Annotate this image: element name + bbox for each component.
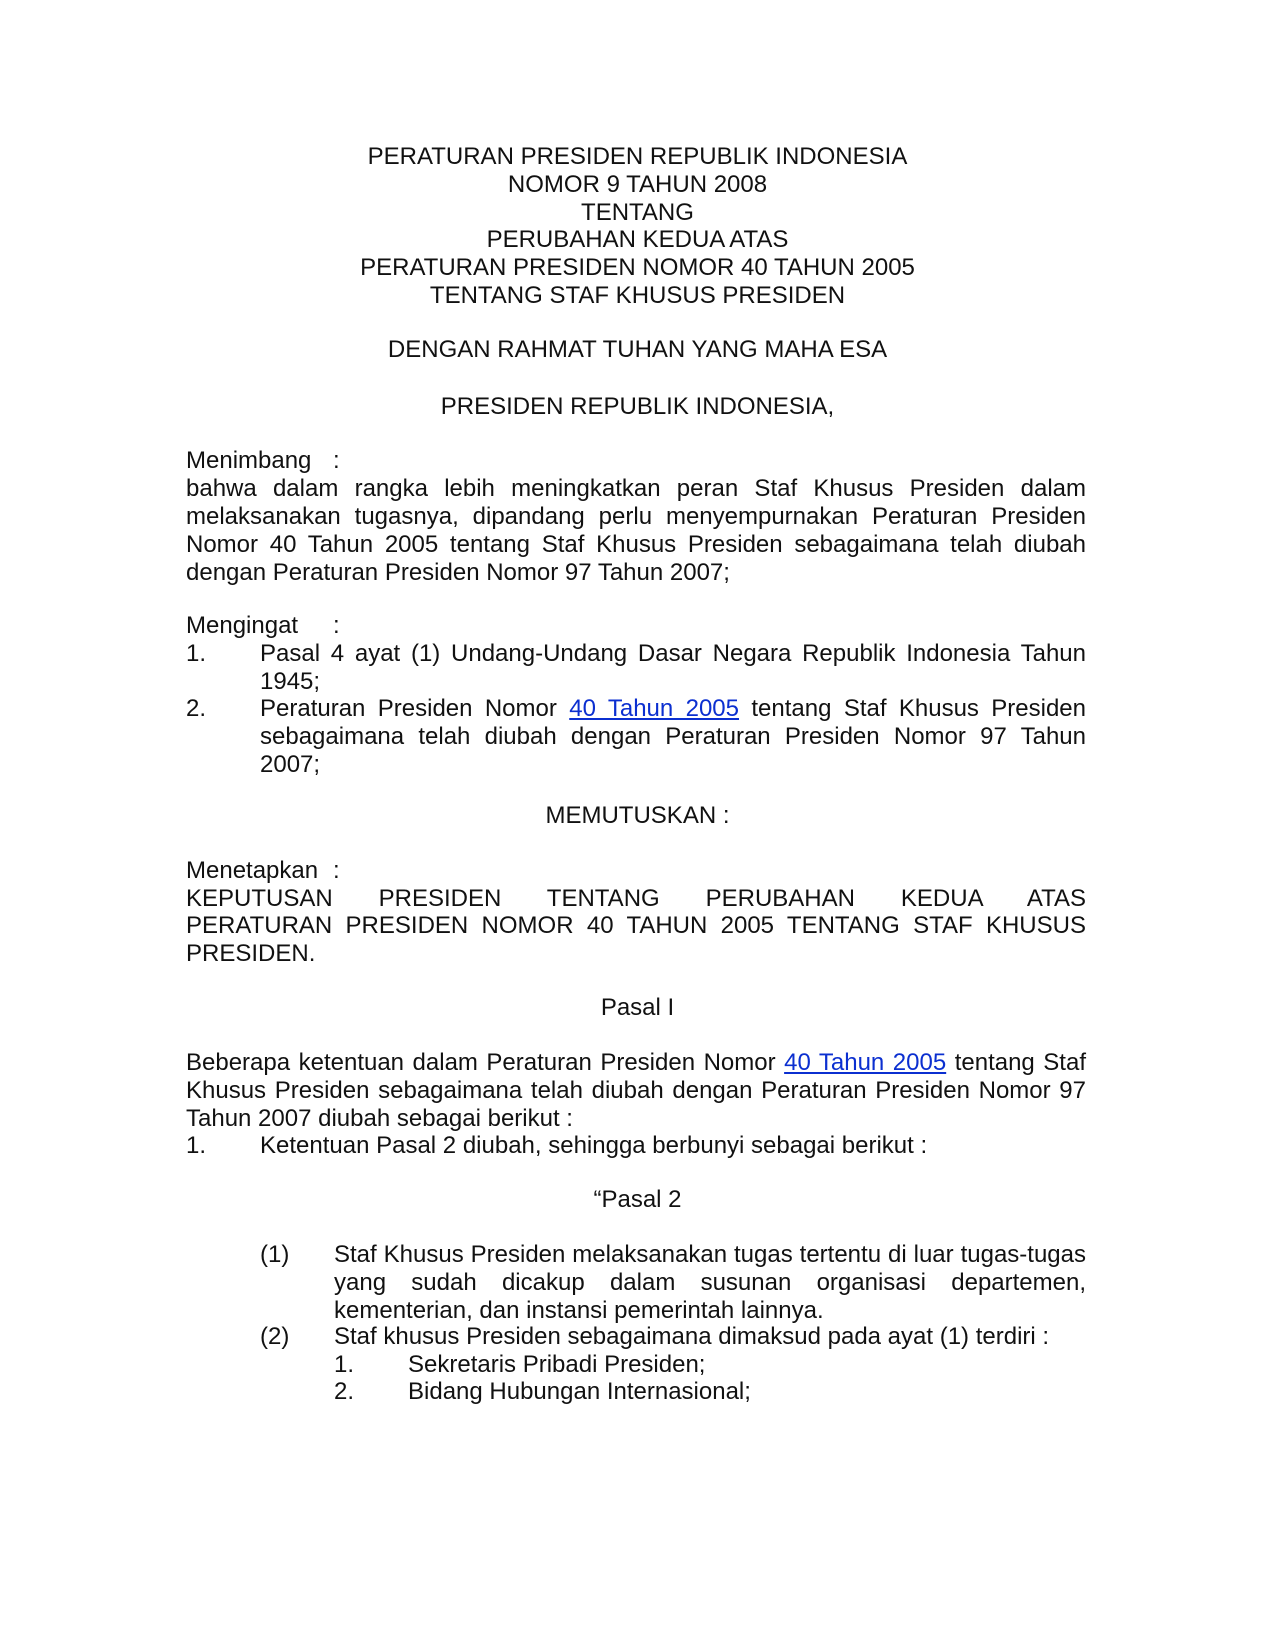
title-line-3: TENTANG xyxy=(581,199,694,226)
mengingat-item-2-text xyxy=(260,695,1086,779)
pasal-1-intro-after: tentang Staf Khusus Presiden sebagaimana telah diubah dengan Peraturan Presiden Nomor 97 Tahun 2007 diubah sebagai berikut : xyxy=(186,1049,1086,1132)
pasal-2-subitem-1-number: 1. xyxy=(334,1351,355,1378)
pasal-1-intro-before: Beberapa ketentuan dalam Peraturan Presiden Nomor xyxy=(186,1049,785,1076)
mengingat-item-1-number: 1. xyxy=(186,640,207,667)
menimbang-label: Menimbang xyxy=(186,447,312,474)
mengingat-label: Mengingat xyxy=(186,612,299,639)
menetapkan-line-1: KEPUTUSAN PRESIDEN TENTANG PERUBAHAN KEDUA ATAS xyxy=(186,885,1086,912)
pasal-2-subitem-2-number: 2. xyxy=(334,1378,355,1405)
blessing-line: DENGAN RAHMAT TUHAN YANG MAHA ESA xyxy=(387,336,888,363)
title-line-1: PERATURAN PRESIDEN REPUBLIK INDONESIA xyxy=(367,143,908,170)
menetapkan-line-2: PERATURAN PRESIDEN NOMOR 40 TAHUN 2005 TENTANG STAF KHUSUS xyxy=(186,912,1086,939)
pasal-2-ayat-1-number: (1) xyxy=(260,1241,290,1268)
perpres-40-2005-link-2[interactable]: 40 Tahun 2005 xyxy=(784,1049,947,1076)
menimbang-colon: : xyxy=(333,447,340,474)
menetapkan-colon: : xyxy=(333,857,340,884)
issuer-line: PRESIDEN REPUBLIK INDONESIA, xyxy=(440,393,835,420)
mengingat-item-1-text: Pasal 4 ayat (1) Undang-Undang Dasar Negara Republik Indonesia Tahun 1945; xyxy=(260,640,1086,695)
pasal-1-item-1-number: 1. xyxy=(186,1132,207,1159)
pasal-1-item-1-text: Ketentuan Pasal 2 diubah, sehingga berbunyi sebagai berikut : xyxy=(260,1132,928,1159)
menimbang-text: bahwa dalam rangka lebih meningkatkan peran Staf Khusus Presiden dalam melaksanakan tugasnya, dipandang perlu menyempurnakan Peraturan Presiden Nomor 40 Tahun 2005 tentang Staf Khusus Presiden sebagaimana telah diubah dengan Peraturan Presiden Nomor 97 Tahun 2007; xyxy=(186,475,1086,586)
pasal-1-heading: Pasal I xyxy=(600,994,675,1021)
perpres-40-2005-link[interactable]: 40 Tahun 2005 xyxy=(569,695,740,722)
pasal-2-ayat-2-text: Staf khusus Presiden sebagaimana dimaksud pada ayat (1) terdiri : xyxy=(334,1323,1050,1350)
pasal-2-heading: “Pasal 2 xyxy=(593,1186,682,1213)
menetapkan-line-3: PRESIDEN. xyxy=(186,940,316,967)
title-line-5: PERATURAN PRESIDEN NOMOR 40 TAHUN 2005 xyxy=(360,254,915,281)
pasal-1-intro xyxy=(186,1049,1086,1133)
pasal-2-ayat-2-number: (2) xyxy=(260,1323,290,1350)
pasal-2-subitem-1-text: Sekretaris Pribadi Presiden; xyxy=(408,1351,706,1378)
title-line-6: TENTANG STAF KHUSUS PRESIDEN xyxy=(429,282,846,309)
mengingat-item-2-number: 2. xyxy=(186,695,207,722)
mengingat-item-2-text-after: tentang Staf Khusus Presiden sebagaimana telah diubah dengan Peraturan Presiden Nomor 97 Tahun 2007; xyxy=(260,695,1087,778)
title-line-2: NOMOR 9 TAHUN 2008 xyxy=(507,171,768,198)
mengingat-item-2-text-before: Peraturan Presiden Nomor xyxy=(260,695,570,722)
mengingat-colon: : xyxy=(333,612,340,639)
memutuskan-heading: MEMUTUSKAN : xyxy=(545,802,730,829)
pasal-2-subitem-2-text: Bidang Hubungan Internasional; xyxy=(408,1378,751,1405)
menetapkan-label: Menetapkan xyxy=(186,857,319,884)
title-line-4: PERUBAHAN KEDUA ATAS xyxy=(486,226,789,253)
pasal-2-ayat-1-text: Staf Khusus Presiden melaksanakan tugas tertentu di luar tugas-tugas yang sudah dicakup dalam susunan organisasi departemen, kementerian, dan instansi pemerintah lainnya. xyxy=(334,1241,1086,1324)
